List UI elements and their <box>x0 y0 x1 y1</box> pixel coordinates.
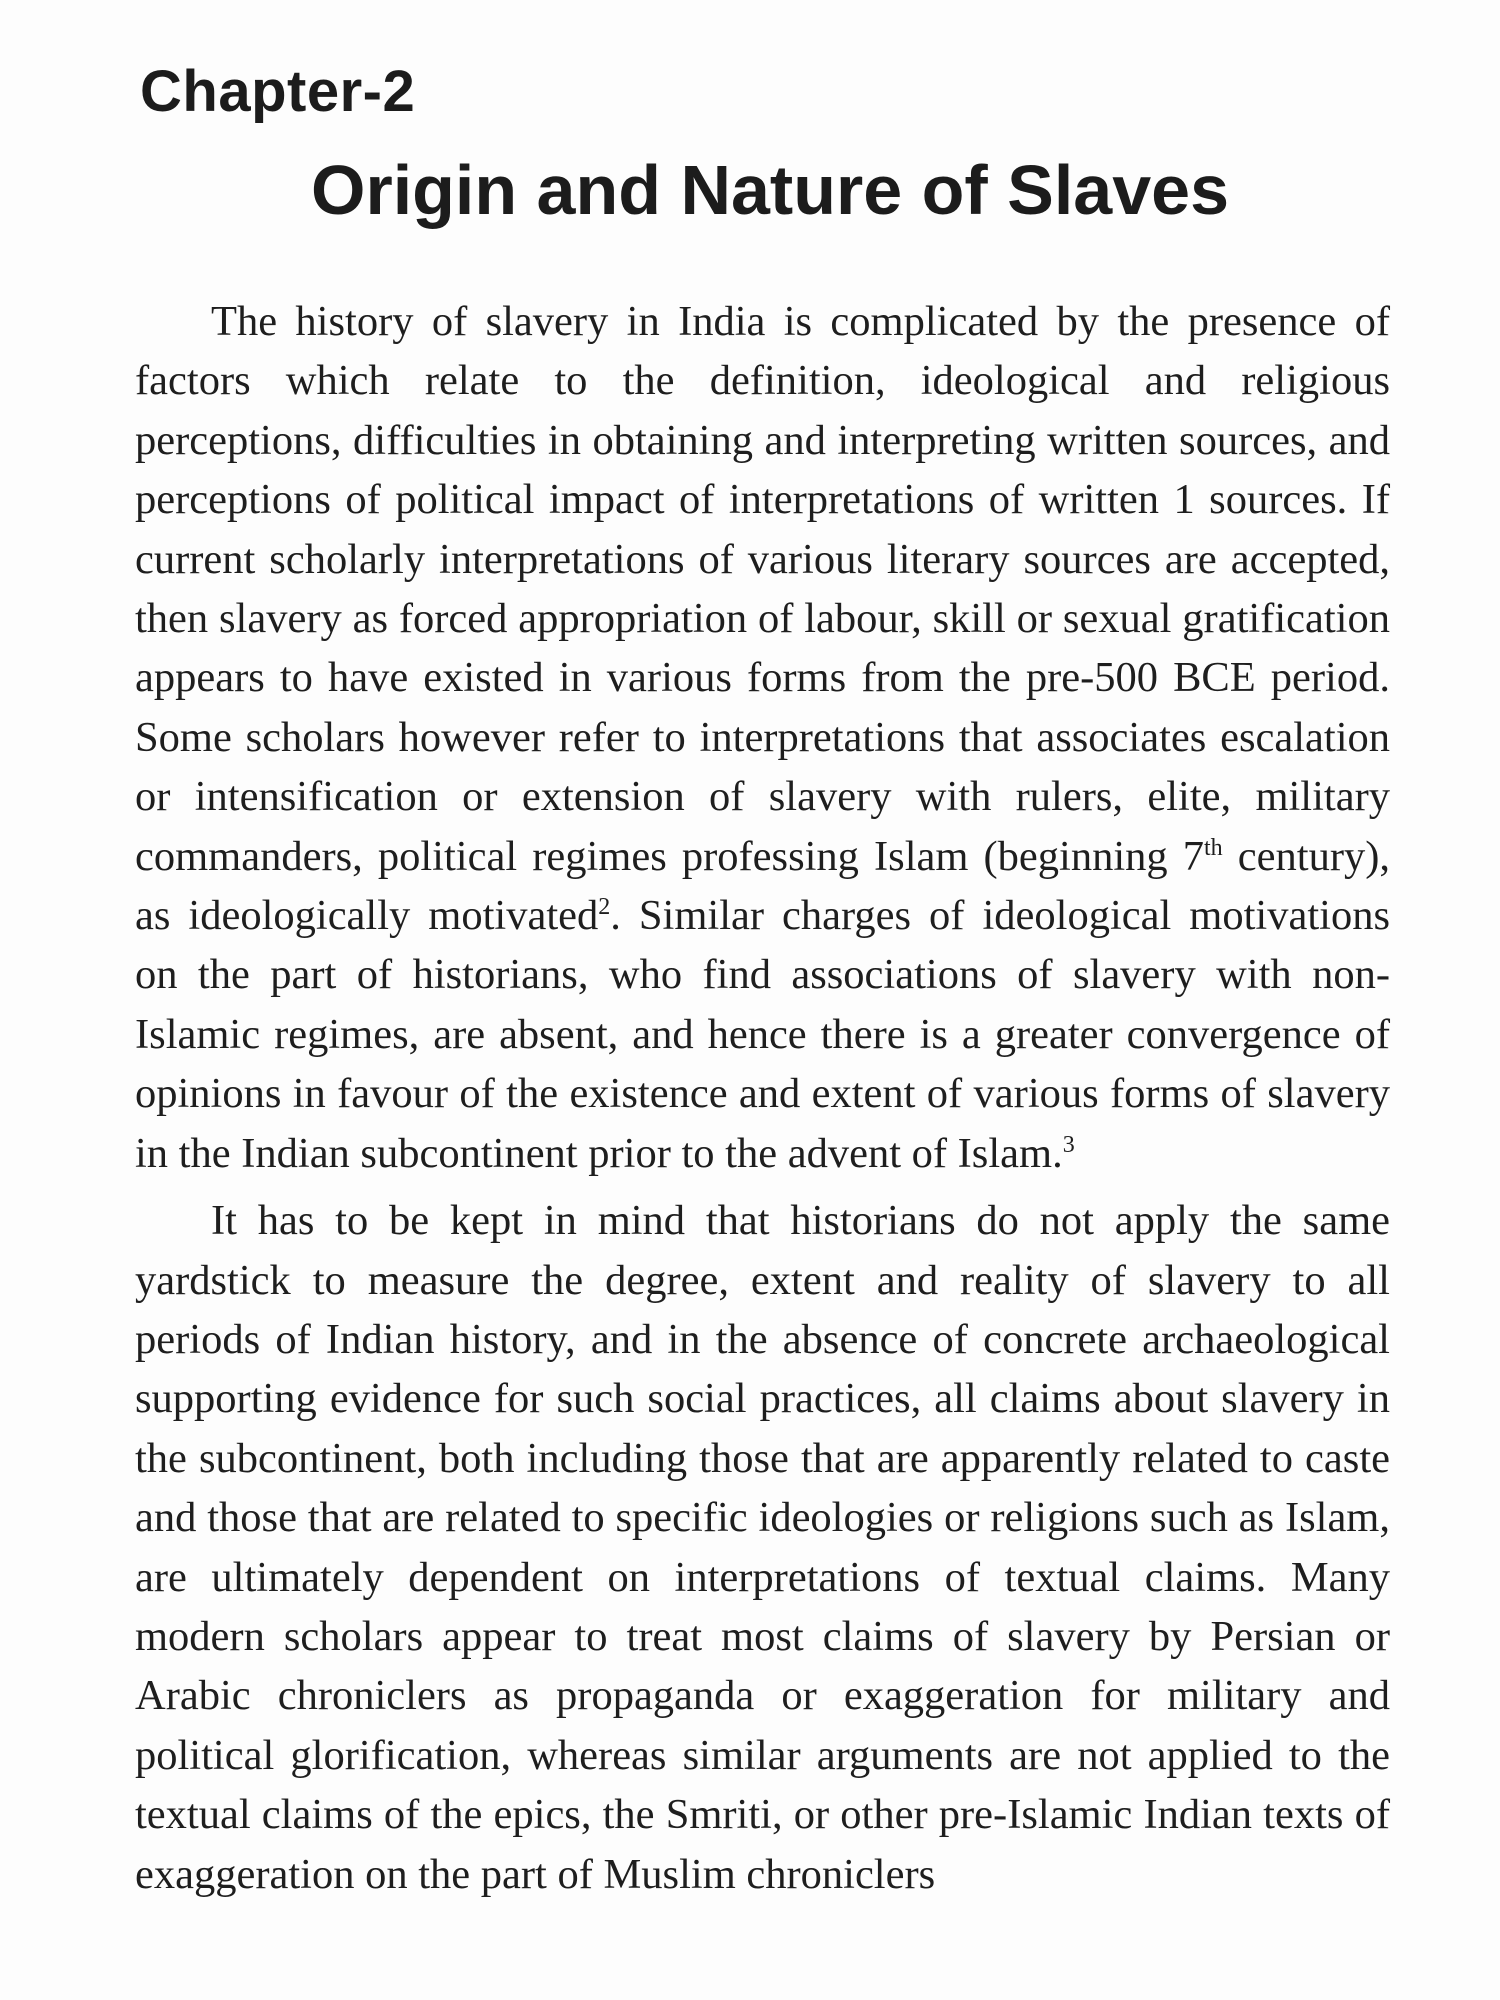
paragraph-1 <box>135 292 1390 1183</box>
footnote-ref-3: 3 <box>1062 1131 1075 1158</box>
paragraph-1-text-c: century), as ideologically motivated <box>135 832 1390 940</box>
chapter-title: Origin and Nature of Slaves <box>311 151 1229 229</box>
paragraph-1-text-b: sources. If current scholarly interpretations of various literary sources are accepted, then slavery as forced appropriation of labour, skill or sexual gratification appears to have existed in various forms from the pre-500 BCE period. Some scholars however refer to interpretations that associates escalation or intensification or extension of slavery with rulers, elite, military commanders, political regimes professing Islam (beginning 7 <box>135 476 1391 880</box>
chapter-label: Chapter-2 <box>140 59 416 124</box>
paragraph-1-text-a: The history of slavery in India is complicated by the presence of factors which relate to the definition, ideological and religious perceptions, difficulties in obtaining and interpreting written sources, and perceptions of political impact of interpretations of written <box>135 298 1390 524</box>
paragraph-1-text-d: . Similar charges of ideological motivations on the part of historians, who find associations of slavery with non-Islamic regimes, are absent, and hence there is a greater convergence of opinions in favour of the existence and extent of various forms of slavery in the Indian subcontinent prior to the advent of Islam. <box>135 892 1390 1177</box>
footnote-ref-2: 2 <box>598 893 611 920</box>
chapter-body <box>135 292 1390 1904</box>
ordinal-suffix: th <box>1204 834 1223 861</box>
footnote-ref-1: 1 <box>1173 476 1195 524</box>
paragraph-2: It has to be kept in mind that historians do not apply the same yardstick to measure the degree, extent and reality of slavery to all periods of Indian history, and in the absence of concrete archaeological supporting evidence for such social practices, all claims about slavery in the subcontinent, both including those that are apparently related to caste and those that are related to specific ideologies or religions such as Islam, are ultimately dependent on interpretations of textual claims. Many modern scholars appear to treat most claims of slavery by Persian or Arabic chroniclers as propaganda or exaggeration for military and political glorification, whereas similar arguments are not applied to the textual claims of the epics, the Smriti, or other pre-Islamic Indian texts of exaggeration on the part of Muslim chroniclers <box>135 1197 1390 1898</box>
